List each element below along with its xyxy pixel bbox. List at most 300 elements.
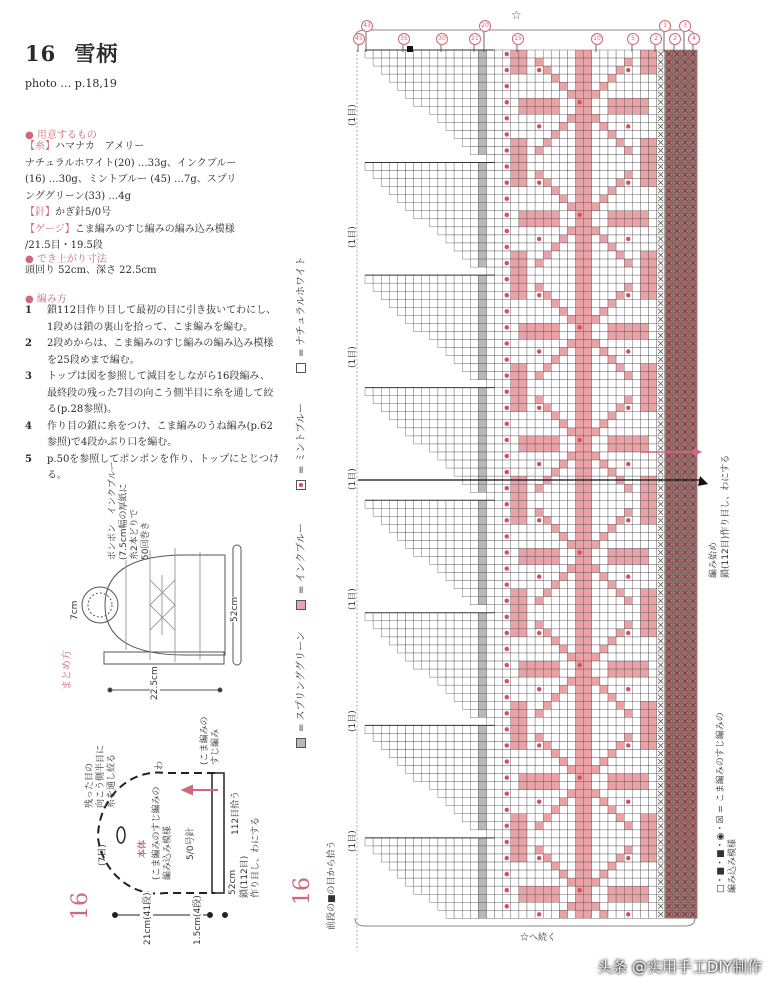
chart-cell xyxy=(632,339,640,347)
chart-cell xyxy=(559,444,567,452)
chart-cell xyxy=(519,122,527,130)
chart-cell xyxy=(576,364,584,372)
chart-cell xyxy=(519,90,527,98)
chart-cell xyxy=(640,275,648,283)
chart-cell xyxy=(446,58,454,66)
chart-cell xyxy=(470,388,478,396)
chart-cell xyxy=(608,814,616,822)
chart-cell xyxy=(487,717,495,725)
chart-cell xyxy=(519,605,527,613)
chart-cell xyxy=(511,516,519,524)
chart-cell xyxy=(608,388,616,396)
chart-cell xyxy=(495,339,503,347)
chart-cell xyxy=(592,155,600,163)
chart-cell xyxy=(632,645,640,653)
chart-cell xyxy=(568,195,576,203)
chart-cell xyxy=(503,717,511,725)
chart-cell xyxy=(535,830,543,838)
chart-cell xyxy=(608,323,616,331)
chart-cell xyxy=(608,420,616,428)
chart-cell xyxy=(487,621,495,629)
chart-cell xyxy=(478,548,486,556)
chart-cell xyxy=(495,203,503,211)
chart-cell xyxy=(559,428,567,436)
chart-cell xyxy=(454,307,462,315)
chart-cell xyxy=(640,878,648,886)
chart-cell xyxy=(600,798,608,806)
continue-note: ☆へ続く xyxy=(520,933,557,943)
chart-cell xyxy=(454,749,462,757)
chart-cell xyxy=(543,685,551,693)
chart-cell xyxy=(462,404,470,412)
chart-cell xyxy=(568,339,576,347)
chart-cell xyxy=(422,404,430,412)
chart-cell xyxy=(365,838,373,846)
chart-cell xyxy=(576,758,584,766)
chart-cell xyxy=(495,283,503,291)
chart-cell xyxy=(446,227,454,235)
chart-cell xyxy=(649,364,657,372)
chart-cell xyxy=(422,878,430,886)
chart-cell xyxy=(430,396,438,404)
chart-cell xyxy=(446,106,454,114)
chart-cell xyxy=(414,621,422,629)
chart-cell xyxy=(438,565,446,573)
chart-cell xyxy=(559,637,567,645)
chart-cell xyxy=(446,171,454,179)
chart-cell xyxy=(624,701,632,709)
chart-cell xyxy=(535,243,543,251)
chart-cell xyxy=(649,548,657,556)
chart-cell xyxy=(462,195,470,203)
chart-cell xyxy=(478,484,486,492)
chart-cell xyxy=(592,227,600,235)
mint-dot-icon xyxy=(505,518,509,522)
chart-cell xyxy=(470,98,478,106)
chart-cell xyxy=(470,74,478,82)
chart-cell xyxy=(649,629,657,637)
chart-cell xyxy=(470,613,478,621)
chart-cell xyxy=(624,412,632,420)
chart-cell xyxy=(454,468,462,476)
chart-cell xyxy=(584,621,592,629)
chart-cell xyxy=(559,146,567,154)
chart-cell xyxy=(649,339,657,347)
chart-cell xyxy=(511,661,519,669)
chart-cell xyxy=(511,484,519,492)
chart-cell xyxy=(592,372,600,380)
chart-cell xyxy=(381,508,389,516)
chart-cell xyxy=(640,709,648,717)
chart-cell xyxy=(478,774,486,782)
chart-cell xyxy=(616,138,624,146)
chart-cell xyxy=(438,339,446,347)
chart-cell xyxy=(527,74,535,82)
chart-cell xyxy=(568,653,576,661)
chart-cell xyxy=(551,315,559,323)
chart-cell xyxy=(422,846,430,854)
chart-cell xyxy=(389,66,397,74)
chart-cell xyxy=(454,902,462,910)
chart-cell xyxy=(592,412,600,420)
chart-cell xyxy=(519,733,527,741)
chart-cell xyxy=(511,645,519,653)
start-square-icon xyxy=(407,46,413,52)
chart-cell xyxy=(584,195,592,203)
chart-cell xyxy=(543,532,551,540)
chart-cell xyxy=(600,452,608,460)
chart-cell xyxy=(535,653,543,661)
chart-cell xyxy=(640,138,648,146)
chart-cell xyxy=(430,741,438,749)
chart-cell xyxy=(568,790,576,798)
chart-cell xyxy=(608,677,616,685)
chart-cell xyxy=(462,444,470,452)
chart-cell xyxy=(584,605,592,613)
chart-cell xyxy=(478,516,486,524)
chart-cell xyxy=(608,886,616,894)
chart-cell xyxy=(616,862,624,870)
pattern-title: 16 雪柄 xyxy=(25,41,119,66)
chart-cell xyxy=(551,557,559,565)
chart-cell xyxy=(414,323,422,331)
chart-cell xyxy=(559,862,567,870)
chart-cell xyxy=(430,195,438,203)
chart-cell xyxy=(576,516,584,524)
chart-cell xyxy=(592,195,600,203)
chart-cell xyxy=(649,500,657,508)
chart-cell xyxy=(470,814,478,822)
chart-cell xyxy=(495,725,503,733)
chart-cell xyxy=(584,227,592,235)
chart-cell xyxy=(487,854,495,862)
chart-cell xyxy=(649,822,657,830)
chart-cell xyxy=(576,106,584,114)
chart-cell xyxy=(487,404,495,412)
chart-cell xyxy=(406,203,414,211)
chart-cell xyxy=(632,347,640,355)
chart-cell xyxy=(592,187,600,195)
chart-cell xyxy=(503,331,511,339)
chart-cell xyxy=(495,629,503,637)
chart-cell xyxy=(649,782,657,790)
chart-cell xyxy=(576,492,584,500)
chart-cell xyxy=(640,211,648,219)
chart-cell xyxy=(414,66,422,74)
chart-cell xyxy=(543,163,551,171)
chart-cell xyxy=(616,299,624,307)
chart-cell xyxy=(478,235,486,243)
chart-cell xyxy=(487,339,495,347)
chart-cell xyxy=(503,219,511,227)
chart-cell xyxy=(373,388,381,396)
chart-cell xyxy=(527,404,535,412)
chart-cell xyxy=(608,798,616,806)
chart-cell xyxy=(584,90,592,98)
chart-cell xyxy=(624,146,632,154)
chart-cell xyxy=(592,669,600,677)
mint-dot-icon xyxy=(505,357,509,361)
chart-cell xyxy=(616,380,624,388)
chart-cell xyxy=(584,412,592,420)
chart-cell xyxy=(446,524,454,532)
chart-cell xyxy=(600,90,608,98)
chart-cell xyxy=(503,171,511,179)
chart-cell xyxy=(559,766,567,774)
chart-cell xyxy=(584,307,592,315)
chart-cell xyxy=(422,733,430,741)
chart-cell xyxy=(503,283,511,291)
chart-cell xyxy=(649,323,657,331)
chart-cell xyxy=(649,195,657,203)
chart-cell xyxy=(624,774,632,782)
chart-cell xyxy=(568,613,576,621)
chart-cell xyxy=(576,315,584,323)
chart-cell xyxy=(478,540,486,548)
chart-cell xyxy=(632,814,640,822)
chart-cell xyxy=(438,733,446,741)
body-width: 52cm xyxy=(228,869,238,895)
chart-cell xyxy=(568,677,576,685)
chart-cell xyxy=(632,58,640,66)
chart-cell xyxy=(584,267,592,275)
chart-cell xyxy=(543,171,551,179)
chart-cell xyxy=(438,323,446,331)
chart-cell xyxy=(551,565,559,573)
chart-cell xyxy=(487,782,495,790)
chart-cell xyxy=(632,227,640,235)
chart-cell xyxy=(430,532,438,540)
chart-cell xyxy=(487,548,495,556)
chart-cell xyxy=(551,637,559,645)
chart-cell xyxy=(551,733,559,741)
chart-cell xyxy=(462,814,470,822)
chart-cell xyxy=(438,653,446,661)
chart-cell xyxy=(576,605,584,613)
chart-cell xyxy=(551,50,559,58)
chart-cell xyxy=(543,741,551,749)
method-heading: ● 編み方 xyxy=(25,294,67,305)
chart-cell xyxy=(640,412,648,420)
chart-cell xyxy=(495,211,503,219)
chart-cell xyxy=(632,396,640,404)
chart-cell xyxy=(616,661,624,669)
chart-cell xyxy=(649,524,657,532)
chart-cell xyxy=(414,315,422,323)
chart-cell xyxy=(495,693,503,701)
chart-cell xyxy=(478,597,486,605)
chart-cell xyxy=(527,356,535,364)
chart-cell xyxy=(584,122,592,130)
chart-cell xyxy=(487,701,495,709)
chart-cell xyxy=(649,211,657,219)
chart-cell xyxy=(640,532,648,540)
chart-cell xyxy=(592,436,600,444)
chart-cell xyxy=(438,187,446,195)
chart-cell xyxy=(519,259,527,267)
chart-cell xyxy=(495,122,503,130)
chart-cell xyxy=(592,299,600,307)
chart-cell xyxy=(543,661,551,669)
chart-cell xyxy=(462,291,470,299)
chart-cell xyxy=(551,613,559,621)
chart-cell xyxy=(527,106,535,114)
materials-list: 【糸】ハマナカ アメリー ナチュラルホワイト(20) …33g、インクブルー (16) …30g、ミントブルー (45) …7g、スプリ ンググリーン(33) …4g 【針】かぎ針5/0号 【ゲージ】こま編みのすじ編みの編み込み模様 /21.5目・19.5段 xyxy=(25,141,237,251)
chart-cell xyxy=(527,436,535,444)
chart-cell xyxy=(495,500,503,508)
chart-cell xyxy=(446,404,454,412)
chart-cell xyxy=(495,605,503,613)
chart-cell xyxy=(470,146,478,154)
chart-cell xyxy=(649,685,657,693)
chart-cell xyxy=(535,227,543,235)
chart-cell xyxy=(592,283,600,291)
chart-cell xyxy=(592,621,600,629)
chart-cell xyxy=(519,179,527,187)
chart-cell xyxy=(543,66,551,74)
chart-cell xyxy=(535,878,543,886)
chart-cell xyxy=(487,203,495,211)
chart-cell xyxy=(527,492,535,500)
chart-cell xyxy=(535,388,543,396)
chart-cell xyxy=(397,508,405,516)
chart-cell xyxy=(608,484,616,492)
chart-cell xyxy=(422,412,430,420)
chart-cell xyxy=(600,524,608,532)
chart-cell xyxy=(600,203,608,211)
chart-cell xyxy=(616,573,624,581)
chart-cell xyxy=(640,741,648,749)
chart-cell xyxy=(632,163,640,171)
chart-cell xyxy=(454,106,462,114)
chart-cell xyxy=(470,766,478,774)
chart-cell xyxy=(527,500,535,508)
chart-cell xyxy=(559,179,567,187)
chart-cell xyxy=(511,380,519,388)
chart-cell xyxy=(608,573,616,581)
chart-cell xyxy=(632,653,640,661)
chart-cell xyxy=(624,790,632,798)
chart-cell xyxy=(592,275,600,283)
chart-cell xyxy=(503,733,511,741)
chart-cell xyxy=(559,798,567,806)
mint-dot-icon xyxy=(505,180,509,184)
chart-cell xyxy=(584,669,592,677)
chart-cell xyxy=(438,749,446,757)
chart-cell xyxy=(632,766,640,774)
chart-cell xyxy=(487,460,495,468)
chart-cell xyxy=(649,846,657,854)
chart-cell xyxy=(559,283,567,291)
chart-cell xyxy=(559,749,567,757)
chart-cell xyxy=(478,299,486,307)
chart-cell xyxy=(608,404,616,412)
chart-cell xyxy=(535,540,543,548)
chart-cell xyxy=(365,725,373,733)
chart-cell xyxy=(640,685,648,693)
chart-cell xyxy=(430,428,438,436)
chart-cell xyxy=(616,90,624,98)
chart-cell xyxy=(487,251,495,259)
chart-cell xyxy=(511,830,519,838)
chart-cell xyxy=(640,621,648,629)
chart-cell xyxy=(487,484,495,492)
chart-cell xyxy=(632,90,640,98)
chart-cell xyxy=(438,66,446,74)
chart-cell xyxy=(527,219,535,227)
chart-cell xyxy=(543,806,551,814)
chart-cell xyxy=(495,830,503,838)
chart-cell xyxy=(462,798,470,806)
chart-cell xyxy=(470,741,478,749)
mint-dot-icon xyxy=(577,213,581,217)
chart-cell xyxy=(470,444,478,452)
chart-cell xyxy=(592,573,600,581)
chart-cell xyxy=(527,420,535,428)
chart-cell xyxy=(576,74,584,82)
chart-cell xyxy=(551,597,559,605)
chart-cell xyxy=(462,420,470,428)
chart-cell xyxy=(470,878,478,886)
chart-cell xyxy=(576,130,584,138)
chart-cell xyxy=(470,790,478,798)
chart-cell xyxy=(478,854,486,862)
row-number-marker: 5 xyxy=(627,33,639,45)
chart-cell xyxy=(568,396,576,404)
chart-cell xyxy=(422,82,430,90)
chart-cell xyxy=(624,693,632,701)
chart-cell xyxy=(470,130,478,138)
chart-cell xyxy=(406,179,414,187)
chart-cell xyxy=(519,557,527,565)
chart-cell xyxy=(495,581,503,589)
chart-cell xyxy=(592,138,600,146)
chart-cell xyxy=(462,693,470,701)
chart-cell xyxy=(422,420,430,428)
chart-cell xyxy=(649,267,657,275)
chart-cell xyxy=(406,846,414,854)
chart-cell xyxy=(551,910,559,918)
chart-cell xyxy=(640,814,648,822)
chart-cell xyxy=(576,573,584,581)
chart-cell xyxy=(608,669,616,677)
chart-cell xyxy=(511,339,519,347)
chart-cell xyxy=(551,122,559,130)
chart-cell xyxy=(592,428,600,436)
chart-cell xyxy=(495,758,503,766)
chart-cell xyxy=(608,452,616,460)
chart-cell xyxy=(527,806,535,814)
chart-cell xyxy=(462,725,470,733)
chart-cell xyxy=(519,275,527,283)
chart-cell xyxy=(649,701,657,709)
chart-cell xyxy=(462,589,470,597)
chart-cell xyxy=(527,460,535,468)
chart-cell xyxy=(503,846,511,854)
mint-dot-icon xyxy=(537,518,541,522)
body-pattern-note: (こま編みのすじ編みの 編み込み模様 xyxy=(152,786,173,880)
chart-cell xyxy=(568,428,576,436)
chart-cell xyxy=(519,830,527,838)
chart-cell xyxy=(454,637,462,645)
chart-cell xyxy=(430,621,438,629)
chart-cell xyxy=(624,725,632,733)
chart-cell xyxy=(600,114,608,122)
chart-cell xyxy=(559,589,567,597)
chart-cell xyxy=(503,299,511,307)
chart-cell xyxy=(527,452,535,460)
chart-cell xyxy=(414,725,422,733)
